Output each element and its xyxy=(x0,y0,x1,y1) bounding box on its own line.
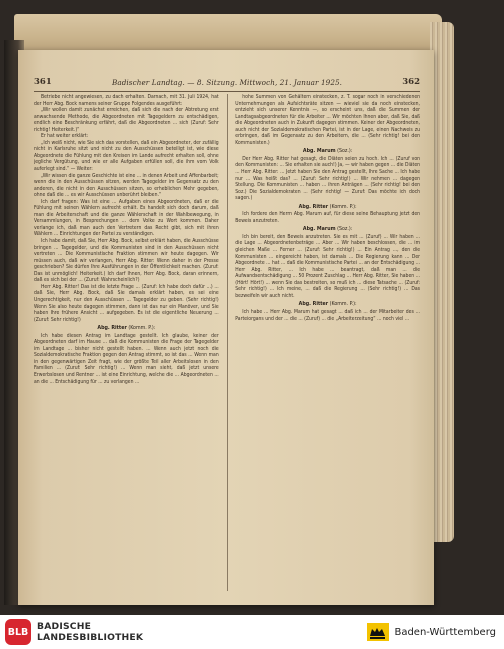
blb-line-1: BADISCHE xyxy=(37,621,92,632)
page-header xyxy=(34,75,420,92)
scanned-page xyxy=(18,50,434,605)
blb-logo[interactable]: BLB xyxy=(5,619,31,645)
paragraph: „Wir wollen damit zunächst erreichen, daß sich die nach der Abtretung erst anwachsende Methode, die Abgeordneten mit Tagegeldern zu entschädigen, endlich eine Beschränkung erfährt, daß die Abgeordneten ... sich (Zuruf: Sehr richtig! Heiterkeit.)“ xyxy=(34,107,219,133)
paragraph: Ich bin bereit, den Beweis anzutreten. Sie es mit ... (Zuruf) ... Wir haben ... die Lage ... Abgeordnetenbeträge ... Aber ... Wir haben beschlossen, die ... im gleichen Maße ... Ferner ... (Zuruf: Sehr richtig!) ... Ein Antrag ..., den die Kommunisten ... eingereicht haben, ist damals ... Die Regierung kann ... Der Abgeordnete ... hat ... daß die Kommunistische Partei ... an der Entschädigung ... Herr Abg. Ritter, ... Ich habe ... beantragt, daß man ... die Aufwandsentschädigung ... 50 Prozent Zuschlag ... Herr Abg. Ritter, Sie haben ... (Hört! Hört!) ... wenn Sie das bestreiten, so muß ich ... diese Tatsache ... (Zuruf: Sehr richtig!) ... Ich meine, ... daß die Regierung ... (Sehr richtig!) ... Das bezweifeln wir auch nicht. xyxy=(235,233,420,299)
speaker-name: Abg. Ritter xyxy=(97,325,127,332)
left-column xyxy=(34,94,219,591)
speaker-heading xyxy=(235,226,420,233)
speaker-heading xyxy=(34,325,219,332)
bw-label: Baden-Württemberg xyxy=(394,626,496,638)
paragraph: hohe Summen von Gehältern einstecken, z. T. sogar noch in verschiedenen Unternehmungen als Aufsichtsräte sitzen — wieviel sie da noch einstecken, entzieht sich unserer Kenntnis —, so erscheint uns, daß die Summen der Landtagsabgeordneten für die Arbeiter ... Wir möchten Ihnen aber, daß Sie, daß die Abgeordneten auch in Zukunft dagegen stimmen. Keiner der Abgeordneten, auch nicht der Sozialdemokratischen Partei, ist in der Lage, einen Nachweis zu erbringen, daß im Gegensatz zu den Arbeitern, die ... (Sehr richtig! bei den Kommunisten.) xyxy=(235,94,420,146)
paragraph: Herr Abg. Ritter! Das ist die letzte Frage ... (Zuruf: Ich habe doch dafür ...) ... daß Sie, Herr Abg. Bock, daß Sie damals erklärt haben, es sei eine Ungerechtigkeit, nur den Ausschüssen ... Tagegelder zu geben. (Sehr richtig!) Wenn Sie also heute dagegen stimmen, dann ist das nur ein Manöver, und Sie haben Ihre frühere Ansicht ... aufgegeben. Es ist die eigentliche Neuerung ... (Zuruf: Sehr richtig!) xyxy=(34,283,219,323)
paragraph: Er hat weiter erklärt: xyxy=(41,133,89,140)
paragraph: Der Herr Abg. Ritter hat gesagt, die Diäten seien zu hoch. Ich ... (Zuruf von den Kommunisten: ... Sie erhalten sie auch!) Ja, — wir haben gegen ... die Diäten ... Herr Abg. Ritter: ... Jetzt haben Sie den Antrag gestellt, Ihre Sache ... Ich habe nur ... Was heißt das? ... (Zuruf: Sehr richtig!) ... Wir nehmen ... dagegen Stellung. Die Kommunisten ... haben ... ihren Anträgen ... (Sehr richtig! bei den Soz.) Die Sozialdemokraten ... (Sehr richtig! — Zuruf: Das möchte ich doch sagen.) xyxy=(235,155,420,202)
paragraph: „Wir wissen die ganze Geschichte ist eine ... in denen Arbeit und Affenbarbeit; wenn die in den Ausschüssen sitzen, werden Tagegelder im Gegensatz zu den anderen, die nicht in den Ausschüssen sitzen, so erheblichen Mehr gegeben, ohne daß die ... es wir Ausschüssen unberührt bleiben.“ xyxy=(34,172,219,199)
blb-line-2: LANDESBIBLIOTHEK xyxy=(37,632,144,643)
speaker-party: (Komm. P.): xyxy=(329,301,357,308)
paragraph: „Ich weiß nicht, wie Sie sich das vorstellen, daß ein Abgeordneter, der zufällig nicht in Karlsruhe sitzt und nicht zu den Ausschüssen beteiligt ist, wie diese Abgeordnete die Fühlung mit den Kreisen im Lande aufrecht erhalten soll, ohne jegliche Vergütung, und wie er alle Aufgaben erfüllen soll, die ihm vom Volk auferlegt sind.“ — Weiter: xyxy=(34,139,219,173)
bw-lions-icon xyxy=(367,623,389,641)
speaker-name: Abg. Marum xyxy=(302,148,336,155)
speaker-heading xyxy=(235,301,420,308)
speaker-name: Abg. Ritter xyxy=(298,301,329,308)
speaker-party: (Soz.): xyxy=(337,148,353,155)
column-divider xyxy=(227,94,228,591)
speaker-party: (Komm. P.): xyxy=(329,203,357,210)
speaker-party: (Komm. P.): xyxy=(128,325,156,332)
footer-bar xyxy=(0,615,504,649)
paragraph: Ich habe ... Herr Abg. Marum hat gesagt ... daß ich ... der Mitarbeiter des ... Parteiorgans und der ... die ... (Zuruf) ... die „Arbeiterzeitung“ ... noch viel ... xyxy=(235,308,420,322)
paragraph: Betriebe nicht angewiesen, zu dach erhalten. Darnach, mit 31. Juli 1924, hat der Herr Abg. Bock namens seiner Gruppe Folgendes ausgeführt: xyxy=(34,94,219,107)
text-columns xyxy=(34,94,420,591)
speaker-party: (Soz.): xyxy=(337,226,353,233)
right-column xyxy=(235,94,420,591)
bw-logo[interactable] xyxy=(367,623,496,641)
book-top-edge xyxy=(14,14,442,54)
paragraph: Ich habe damit, daß Sie, Herr Abg. Bock, selbst erklärt haben, die Ausschüsse bringen ... Tagegelder, und die Kommunisten sind in den Ausschüssen nicht vertreten ... Die Kommunistische Fraktion stimmen wir heute dagegen. Wir müssen auch, daß wir verlangen, Herr Abg. Ritter: Wenn daher in der Presse geschrieben? Sie dürfen Ihre Ausführungen in der Öffentlichkeit machen. (Zuruf: Das ist unmöglich! Heiterkeit.) Ich darf Ihnen, Herr Abg. Bock, daran erinnern, daß es sich bei der ... (Zuruf: Wahrscheinlich?) xyxy=(34,238,219,284)
paragraph: Ich darf fragen: Was ist eine ... Aufgaben eines Abgeordneten, daß er die Fühlung mit seinen Wählern aufrecht erhält. Es handelt sich doch darum, daß man die Arbeiterschaft und die ganze Wählerschaft in der Wahlbewegung, in Versammlungen, in Besprechungen ... dem Volke zu Wort kommen. Daher verlange ich, daß man auch den Vertretern das Recht gibt, sich mit ihren Wählern ... Einrichtungen der Partei zu verständigen. xyxy=(34,198,219,238)
paragraph: Ich habe diesen Antrag im Landtage gestellt. Ich glaube, keiner der Abgeordneten darf im Hause ... daß die Kommunisten die Frage der Tagegelder im Landtage ... bisher nicht gestellt haben. ... Wenn auch jetzt noch die Sozialdemokratische Fraktion gegen den Antrag stimmt, so ist das ... Wenn man in den gegenwärtigen Zeit fragt, wie der größte Teil aller Arbeitslosen in den Familien ... (Zuruf: Sehr richtig!) ... Wenn man sieht, daß jetzt unsere Erwerbslosen und Rentner ... ist eine Einrichtung, welche die ... Abgeordneten ... an die ... Entschädigung für ... zu verlangen ... xyxy=(34,332,219,385)
right-page-number: 362 xyxy=(402,77,420,87)
blb-name xyxy=(37,621,143,643)
speaker-heading xyxy=(235,204,420,211)
left-page-number: 361 xyxy=(34,77,52,87)
paragraph: Ich fordere den Herrn Abg. Marum auf, für diese seine Behauptung jetzt den Beweis anzutreten. xyxy=(235,211,420,224)
speaker-name: Abg. Ritter xyxy=(298,203,329,210)
speaker-heading xyxy=(235,148,420,155)
speaker-name: Abg. Marum xyxy=(302,226,336,233)
running-title: Badischer Landtag. — 8. Sitzung. Mittwoch, 21. Januar 1925. xyxy=(111,77,343,87)
